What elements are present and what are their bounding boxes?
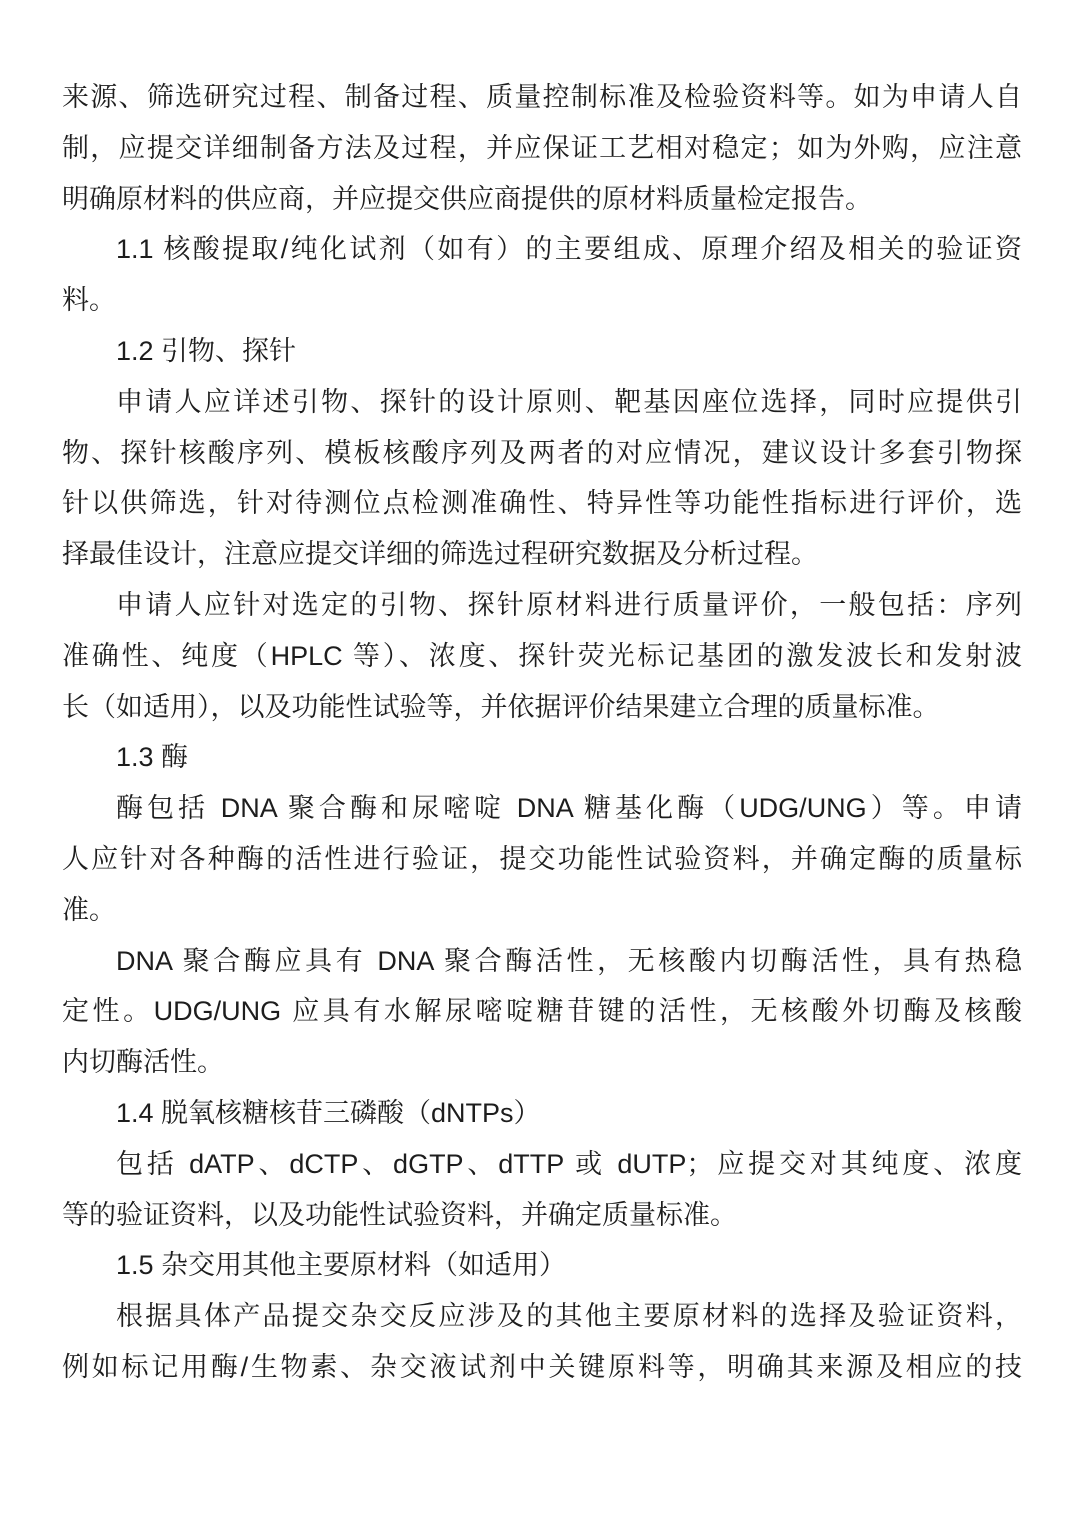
text-line: 1.4 脱氧核糖核苷三磷酸（dNTPs） — [116, 1097, 541, 1128]
text-line: 酶包括 DNA 聚合酶和尿嘧啶 DNA 糖基化酶（UDG/UNG）等。申请 — [116, 793, 1022, 824]
text-line: 包括 dATP、dCTP、dGTP、dTTP 或 dUTP；应提交对其纯度、浓度 — [116, 1148, 1022, 1179]
text-line: 申请人应详述引物、探针的设计原则、靶基因座位选择，同时应提供引 — [116, 386, 1022, 417]
text-line: 料。 — [62, 285, 116, 316]
text-line: 根据具体产品提交杂交反应涉及的其他主要原材料的选择及验证资料， — [116, 1301, 1022, 1332]
text-line: 1.2 引物、探针 — [116, 335, 297, 366]
text-block — [62, 72, 1022, 1393]
text-line: 物、探针核酸序列、模板核酸序列及两者的对应情况，建议设计多套引物探 — [62, 437, 1022, 468]
text-line: 针以供筛选，针对待测位点检测准确性、特异性等功能性指标进行评价，选 — [62, 488, 1022, 519]
text-line: 1.3 酶 — [116, 742, 189, 773]
text-line: 准确性、纯度（HPLC 等）、浓度、探针荧光标记基团的激发波长和发射波 — [62, 640, 1022, 671]
text-line: 内切酶活性。 — [62, 1047, 224, 1078]
text-line: 明确原材料的供应商，并应提交供应商提供的原材料质量检定报告。 — [62, 183, 872, 214]
text-line: 申请人应针对选定的引物、探针原材料进行质量评价，一般包括：序列 — [116, 589, 1022, 620]
text-line: 定性。UDG/UNG 应具有水解尿嘧啶糖苷键的活性，无核酸外切酶及核酸 — [62, 996, 1022, 1027]
text-line: 1.5 杂交用其他主要原材料（如适用） — [116, 1250, 567, 1281]
text-line: 长（如适用），以及功能性试验等，并依据评价结果建立合理的质量标准。 — [62, 691, 940, 722]
text-line: 来源、筛选研究过程、制备过程、质量控制标准及检验资料等。如为申请人自 — [62, 82, 1022, 112]
text-line: 例如标记用酶/生物素、杂交液试剂中关键原料等，明确其来源及相应的技 — [62, 1351, 1022, 1382]
text-line: 择最佳设计，注意应提交详细的筛选过程研究数据及分析过程。 — [62, 539, 818, 570]
text-line: 等的验证资料，以及功能性试验资料，并确定质量标准。 — [62, 1199, 737, 1230]
text-line: DNA 聚合酶应具有 DNA 聚合酶活性，无核酸内切酶活性，具有热稳 — [116, 945, 1022, 976]
text-line: 制，应提交详细制备方法及过程，并应保证工艺相对稳定；如为外购，应注意 — [62, 132, 1022, 163]
text-line: 准。 — [62, 894, 116, 925]
text-line: 人应针对各种酶的活性进行验证，提交功能性试验资料，并确定酶的质量标 — [62, 843, 1022, 874]
text-line: 1.1 核酸提取/纯化试剂（如有）的主要组成、原理介绍及相关的验证资 — [116, 234, 1022, 265]
